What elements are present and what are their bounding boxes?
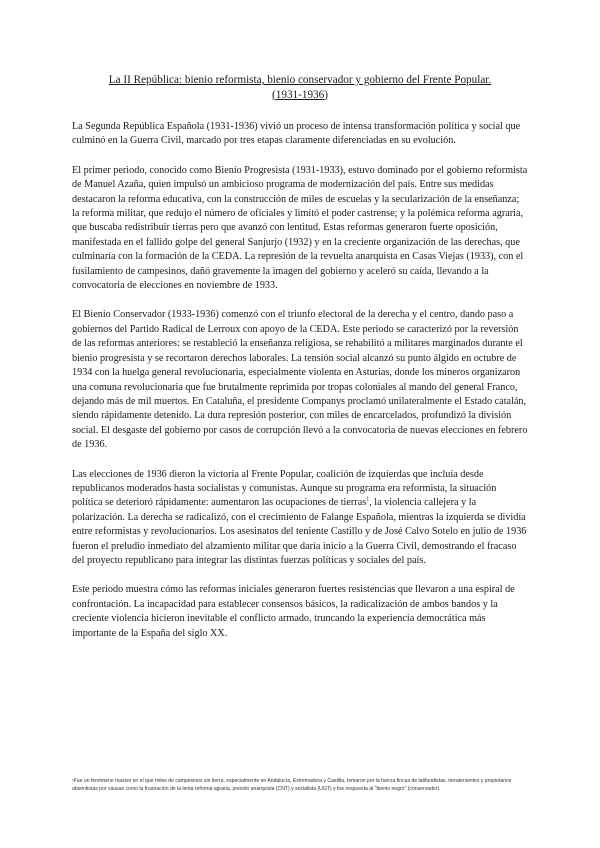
title-line-2: (1931-1936) xyxy=(272,88,328,101)
paragraph-bienio-conservador: El Bienio Conservador (1933-1936) comenzó con el triunfo electoral de la derecha y el centro, dando paso a gobiernos del Partido Radical de Lerroux con apoyo de la CEDA. Este periodo se caracterizó por la reversión de las reformas anteriores: se restableció la enseñanza religiosa, se rehabilitó a militares marginados durante el bienio progresista y se recortaron derechos laborales. La tensión social alcanzó su punto álgido en octubre de 1934 con la huelga general revolucionaria, especialmente violenta en Asturias, donde los mineros organizaron una comuna revolucionaria que fue brutalmente reprimida por tropas coloniales al mando del general Franco, dejando más de mil muertos. En Cataluña, el presidente Companys proclamó unilateralmente el Estado catalán, siendo rápidamente detenido. La dura represión posterior, con miles de encarcelados, profundizó la división social. El desgaste del gobierno por casos de corrupción llevó a la convocatoria de nuevas elecciones en febrero de 1936. xyxy=(72,309,528,451)
paragraph-intro: La Segunda República Española (1931-1936) vivió un proceso de intensa transformación política y social que culminó en la Guerra Civil, marcado por tres etapas claramente diferenciadas en su evolución. xyxy=(72,121,521,147)
title-line-1: La II República: bienio reformista, bienio conservador y gobierno del Frente Popular. xyxy=(108,74,492,86)
paragraph-frente-popular-part2: , la violencia callejera y la polarización. La derecha se radicalizó, con el crecimiento de Falange Española, mientras la izquierda se dividía entre reformistas y revolucionarios. Los asesinatos del teniente Castillo y de José Calvo Sotelo en julio de 1936 fueron el preludio inmediato del alzamiento militar que daría inicio a la Guerra Civil, demostrando el fracaso del proyecto republicano para integrar las distintas fuerzas políticas y sociales del país. xyxy=(72,497,527,566)
footnote: ¹Fue un fenómeno masivo en el que miles de campesinos sin tierra, especialmente en Andalucía, Extremadura y Castilla, tomaron por la fuerza fincas de latifundistas, terratenientes y propietarios absentistas por causas como la frustración de la lenta reforma agraria, presión anarquista (CNT) y socialista (UGT) y fue respuesta al "bienio negro" (conservador). xyxy=(72,778,512,792)
footnote-reference: 1 xyxy=(366,496,370,503)
paragraph-conclusion: Este periodo muestra cómo las reformas iniciales generaron fuertes resistencias que llevaron a una espiral de confrontación. La incapacidad para establecer consensos básicos, la radicalización de ambos bandos y la creciente violencia hicieron inevitable el conflicto armado, truncando la experiencia democrática más importante de la España del siglo XX. xyxy=(72,584,515,639)
paragraph-bienio-progresista: El primer periodo, conocido como Bienio Progresista (1931-1933), estuvo dominado por el gobierno reformista de Manuel Azaña, quien impulsó un ambicioso programa de modernización del país. Entre sus medidas destacaron la reforma educativa, con la construcción de miles de escuelas y la secularización de la enseñanza; la reforma militar, que redujo el número de oficiales y limitó el poder castrense; y la polémica reforma agraria, que buscaba redistribuir tierras pero que avanzó con lentitud. Estas reformas generaron fuerte oposición, manifestada en el fallido golpe del general Sanjurjo (1932) y en la creciente organización de las derechas, que culminaría con la formación de la CEDA. La represión de la revuelta anarquista en Casas Viejas (1933), con el fusilamiento de campesinos, dañó gravemente la imagen del gobierno y aceleró su caída, llevando a la convocatoria de elecciones en noviembre de 1933. xyxy=(72,164,528,292)
document-title xyxy=(72,73,528,102)
document-body xyxy=(72,73,528,656)
paragraph-frente-popular xyxy=(72,468,528,569)
paragraph-frente-popular-part1: Las elecciones de 1936 dieron la victoria al Frente Popular, coalición de izquierdas que incluía desde republicanos moderados hasta socialistas y comunistas. Aunque su programa era reformista, la situación política se deterioró rápidamente: aumentaron las ocupaciones de tierras xyxy=(72,468,497,509)
